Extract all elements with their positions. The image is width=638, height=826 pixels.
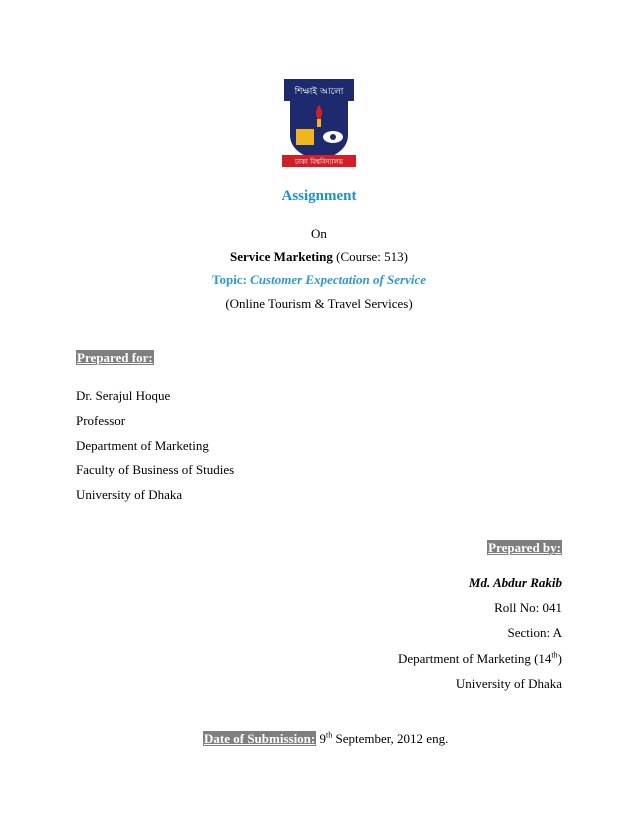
prepared-for-line: Department of Marketing	[76, 438, 209, 453]
topic-text: Customer Expectation of Service	[250, 272, 427, 287]
logo-motto: শিক্ষাই আলো	[294, 87, 344, 97]
prepared-for-line: Dr. Serajul Hoque	[76, 388, 171, 403]
submission-date-rest: September, 2012 eng.	[332, 731, 449, 746]
submission-day: 9	[316, 731, 326, 746]
course-code: (Course: 513)	[336, 249, 408, 264]
subtitle: (Online Tourism & Travel Services)	[225, 296, 413, 311]
university-logo	[276, 75, 362, 169]
roll-number: Roll No: 041	[494, 600, 562, 615]
prepared-for-line: University of Dhaka	[76, 487, 183, 502]
submission-line: Date of Submission: 9th September, 2012 eng.	[204, 730, 449, 746]
author-university: University of Dhaka	[455, 676, 562, 691]
prepared-for-line: Professor	[76, 413, 126, 428]
on-line: On	[311, 226, 327, 241]
author-department: Department of Marketing (14th)	[397, 650, 562, 666]
topic-line	[0, 272, 638, 288]
course-line	[0, 249, 638, 265]
document-title: Assignment	[281, 188, 357, 204]
prepared-for-line: Faculty of Business of Studies	[76, 462, 235, 477]
submission-label: Date of Submission:	[204, 731, 316, 746]
prepared-by-label: Prepared by:	[488, 540, 561, 555]
topic-label: Topic:	[211, 272, 247, 287]
logo-university-name: ঢাকা বিশ্ববিদ্যালয়	[294, 158, 344, 166]
course-name: Service Marketing	[230, 249, 333, 264]
author-name: Md. Abdur Rakib	[468, 575, 562, 590]
section: Section: A	[507, 625, 562, 640]
prepared-for-label: Prepared for:	[77, 350, 153, 365]
